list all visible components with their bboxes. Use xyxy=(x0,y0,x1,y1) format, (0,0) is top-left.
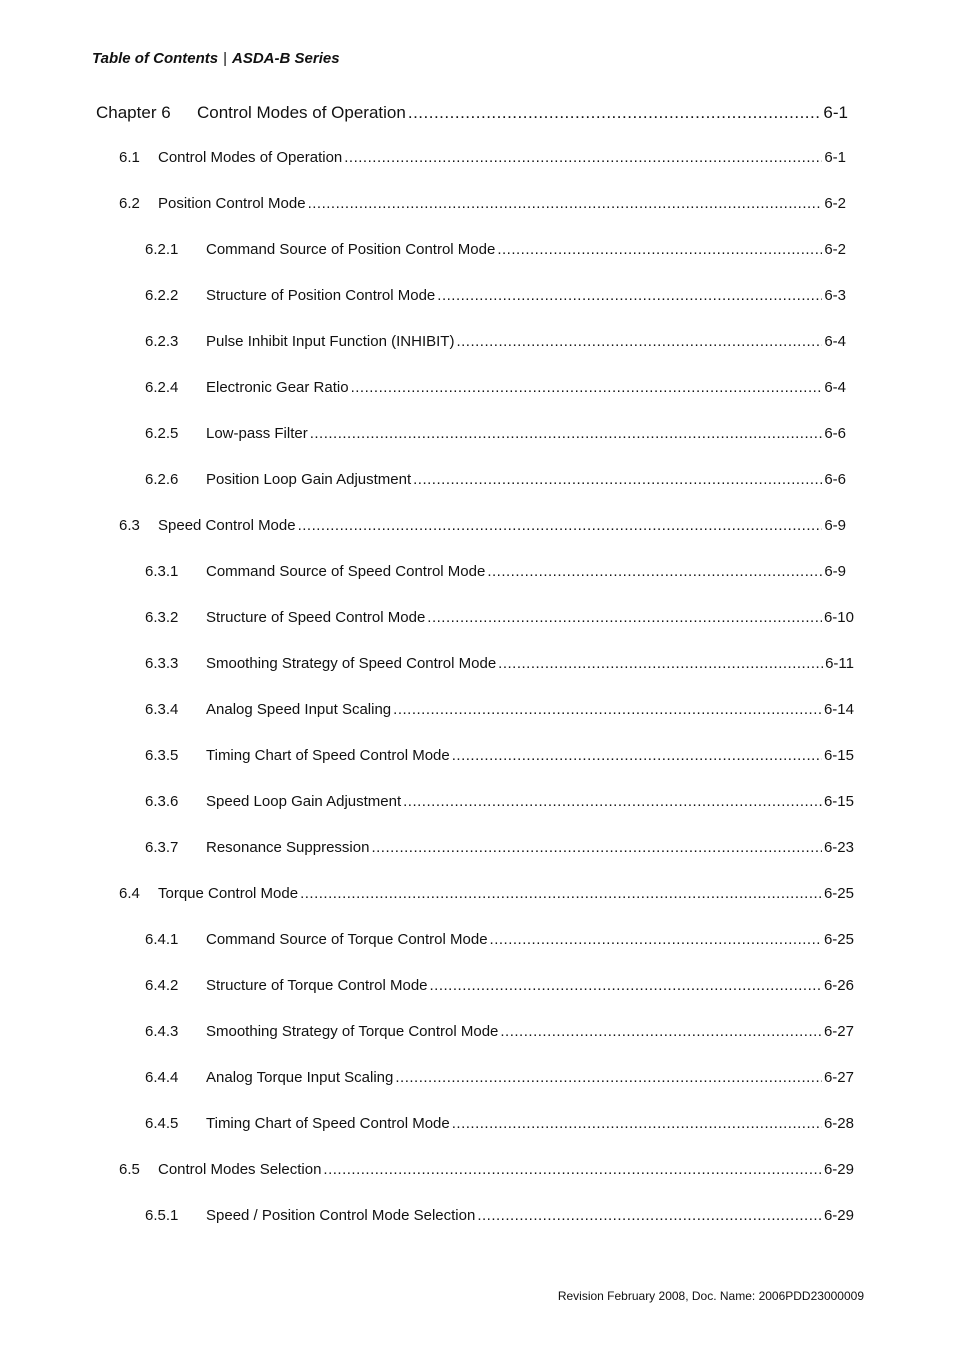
toc-subsection-entry[interactable] xyxy=(145,563,846,580)
toc-entry-title: Speed Loop Gain Adjustment xyxy=(206,793,402,810)
toc-entry-title: Structure of Position Control Mode xyxy=(206,287,436,304)
toc-entry-title: Torque Control Mode xyxy=(158,885,299,902)
toc-entry-number: 6.3.6 xyxy=(145,793,179,810)
toc-subsection-entry[interactable] xyxy=(145,425,846,442)
toc-entry-page: 6-4 xyxy=(824,333,846,350)
toc-chapter-title: Control Modes of Operation xyxy=(197,103,406,122)
toc-section-entry[interactable] xyxy=(119,1161,854,1178)
toc-entry-title: Analog Torque Input Scaling xyxy=(206,1069,394,1086)
toc-leader-dots xyxy=(500,1023,822,1040)
toc-entry-title: Structure of Torque Control Mode xyxy=(206,977,428,994)
toc-entry-title: Low-pass Filter xyxy=(206,425,308,442)
toc-entry-title: Command Source of Speed Control Mode xyxy=(206,563,486,580)
toc-leader-dots xyxy=(497,241,822,258)
toc-entry-title: Analog Speed Input Scaling xyxy=(206,701,392,718)
toc-entry-number: 6.2.1 xyxy=(145,241,179,258)
toc-leader-dots xyxy=(437,287,822,304)
toc-entry-page: 6-1 xyxy=(824,149,846,166)
toc-entry-number: 6.2.4 xyxy=(145,379,179,396)
toc-entry-number: 6.4.4 xyxy=(145,1069,179,1086)
toc-entry-number: 6.2.5 xyxy=(145,425,179,442)
toc-entry-number: 6.4.5 xyxy=(145,1115,179,1132)
toc-entry-page: 6-23 xyxy=(823,839,854,856)
toc-leader-dots xyxy=(456,333,822,350)
toc-entry-number: 6.3.5 xyxy=(145,747,179,764)
toc-entry-page: 6-29 xyxy=(823,1207,854,1224)
toc-chapter-page: 6-1 xyxy=(823,103,848,122)
toc-leader-dots xyxy=(452,747,822,764)
toc-entry-title: Command Source of Torque Control Mode xyxy=(206,931,488,948)
toc-entry-page: 6-28 xyxy=(823,1115,854,1132)
header-series: ASDA-B Series xyxy=(232,50,340,67)
toc-entry-title: Resonance Suppression xyxy=(206,839,370,856)
toc-leader-dots xyxy=(308,195,823,212)
toc-leader-dots xyxy=(427,609,822,626)
toc-section-entry[interactable] xyxy=(119,517,846,534)
toc-leader-dots xyxy=(487,563,822,580)
toc-section-entry[interactable] xyxy=(119,149,846,166)
toc-section-entry[interactable] xyxy=(119,885,854,902)
toc-subsection-entry[interactable] xyxy=(145,977,854,994)
toc-subsection-entry[interactable] xyxy=(145,1115,854,1132)
toc-leader-dots xyxy=(403,793,822,810)
toc-entry-number: 6.2.3 xyxy=(145,333,179,350)
toc-leader-dots xyxy=(344,149,822,166)
toc-entry-title: Control Modes Selection xyxy=(158,1161,322,1178)
toc-entry-number: 6.2 xyxy=(119,195,140,212)
toc-entry-page: 6-10 xyxy=(823,609,854,626)
toc-leader-dots xyxy=(298,517,823,534)
toc-entry-page: 6-2 xyxy=(824,241,846,258)
toc-entry-number: 6.4.2 xyxy=(145,977,179,994)
toc-leader-dots xyxy=(323,1161,822,1178)
toc-entry-page: 6-25 xyxy=(823,885,854,902)
toc-entry-page: 6-26 xyxy=(823,977,854,994)
toc-entry-page: 6-3 xyxy=(824,287,846,304)
toc-subsection-entry[interactable] xyxy=(145,333,846,350)
toc-leader-dots xyxy=(477,1207,822,1224)
toc-leader-dots xyxy=(430,977,822,994)
toc-chapter-number: Chapter 6 xyxy=(96,103,171,122)
toc-leader-dots xyxy=(393,701,822,718)
toc-subsection-entry[interactable] xyxy=(145,1207,854,1224)
toc-leader-dots xyxy=(452,1115,822,1132)
toc-entry-number: 6.2.2 xyxy=(145,287,179,304)
toc-leader-dots xyxy=(371,839,822,856)
toc-subsection-entry[interactable] xyxy=(145,471,846,488)
toc-subsection-entry[interactable] xyxy=(145,793,854,810)
toc-entry-page: 6-29 xyxy=(823,1161,854,1178)
toc-entry-page: 6-6 xyxy=(824,471,846,488)
toc-entry-page: 6-27 xyxy=(823,1023,854,1040)
toc-entry-number: 6.2.6 xyxy=(145,471,179,488)
toc-chapter-entry[interactable] xyxy=(96,103,848,123)
toc-subsection-entry[interactable] xyxy=(145,287,846,304)
toc-leader-dots xyxy=(310,425,823,442)
toc-entry-title: Position Loop Gain Adjustment xyxy=(206,471,412,488)
toc-leader-dots xyxy=(498,655,823,672)
toc-entry-page: 6-15 xyxy=(823,747,854,764)
toc-section-entry[interactable] xyxy=(119,195,846,212)
toc-entry-title: Smoothing Strategy of Torque Control Mode xyxy=(206,1023,499,1040)
page-footer: Revision February 2008, Doc. Name: 2006PDD23000009 xyxy=(557,1289,864,1303)
toc-entry-title: Timing Chart of Speed Control Mode xyxy=(206,1115,450,1132)
toc-entry-title: Speed / Position Control Mode Selection xyxy=(206,1207,476,1224)
toc-entry-number: 6.4 xyxy=(119,885,140,902)
toc-entry-number: 6.5.1 xyxy=(145,1207,179,1224)
toc-entry-number: 6.3 xyxy=(119,517,140,534)
toc-entry-page: 6-25 xyxy=(823,931,854,948)
toc-entry-page: 6-4 xyxy=(824,379,846,396)
toc-entry-number: 6.1 xyxy=(119,149,140,166)
toc-entry-page: 6-15 xyxy=(823,793,854,810)
toc-subsection-entry[interactable] xyxy=(145,609,854,626)
toc-subsection-entry[interactable] xyxy=(145,931,854,948)
toc-entry-title: Position Control Mode xyxy=(158,195,306,212)
toc-entry-page: 6-9 xyxy=(824,563,846,580)
toc-entry-number: 6.4.3 xyxy=(145,1023,179,1040)
toc-leader-dots xyxy=(395,1069,822,1086)
toc-entry-page: 6-27 xyxy=(823,1069,854,1086)
toc-subsection-entry[interactable] xyxy=(145,1023,854,1040)
toc-leader-dots xyxy=(413,471,822,488)
toc-entry-number: 6.3.3 xyxy=(145,655,179,672)
toc-subsection-entry[interactable] xyxy=(145,655,854,672)
toc-leader-dots xyxy=(408,103,822,123)
toc-entry-page: 6-9 xyxy=(824,517,846,534)
toc-entry-title: Smoothing Strategy of Speed Control Mode xyxy=(206,655,497,672)
toc-entry-page: 6-2 xyxy=(824,195,846,212)
toc-entry-page: 6-6 xyxy=(824,425,846,442)
toc-entry-number: 6.3.7 xyxy=(145,839,179,856)
toc-entry-page: 6-14 xyxy=(823,701,854,718)
toc-leader-dots xyxy=(351,379,823,396)
toc-entry-number: 6.3.2 xyxy=(145,609,179,626)
header-title: Table of Contents xyxy=(92,50,219,67)
toc-entry-page: 6-11 xyxy=(825,655,854,672)
toc-entry-title: Timing Chart of Speed Control Mode xyxy=(206,747,450,764)
toc-subsection-entry[interactable] xyxy=(145,839,854,856)
toc-subsection-entry[interactable] xyxy=(145,1069,854,1086)
toc-subsection-entry[interactable] xyxy=(145,747,854,764)
toc-entry-title: Structure of Speed Control Mode xyxy=(206,609,426,626)
toc-entry-title: Pulse Inhibit Input Function (INHIBIT) xyxy=(206,333,455,350)
toc-entry-number: 6.4.1 xyxy=(145,931,179,948)
header-separator: | xyxy=(223,50,228,67)
toc-subsection-entry[interactable] xyxy=(145,701,854,718)
toc-leader-dots xyxy=(300,885,822,902)
toc-entry-number: 6.5 xyxy=(119,1161,140,1178)
toc-entry-number: 6.3.1 xyxy=(145,563,179,580)
toc-leader-dots xyxy=(490,931,822,948)
toc-entry-title: Speed Control Mode xyxy=(158,517,296,534)
toc-entry-title: Electronic Gear Ratio xyxy=(206,379,349,396)
toc-subsection-entry[interactable] xyxy=(145,241,846,258)
toc-entry-title: Control Modes of Operation xyxy=(158,149,343,166)
toc-entry-number: 6.3.4 xyxy=(145,701,179,718)
toc-subsection-entry[interactable] xyxy=(145,379,846,396)
toc-entry-title: Command Source of Position Control Mode xyxy=(206,241,496,258)
